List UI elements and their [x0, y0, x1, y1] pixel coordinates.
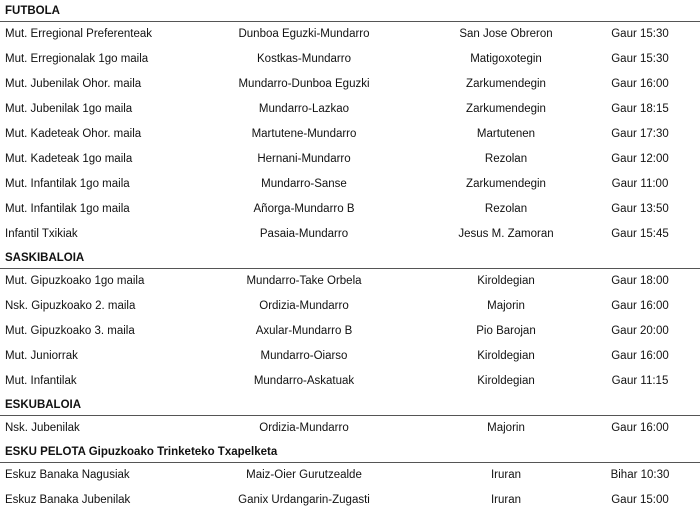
- match-cell: Kostkas-Mundarro: [257, 53, 351, 65]
- match-cell: Dunboa Eguzki-Mundarro: [238, 28, 370, 40]
- match-cell: Añorga-Mundarro B: [253, 203, 355, 215]
- time-cell: Gaur 18:00: [611, 275, 669, 287]
- schedule-row: [0, 222, 700, 247]
- venue-cell: Rezolan: [484, 153, 528, 165]
- venue-cell: Iruran: [490, 469, 522, 481]
- venue-cell: Iruran: [490, 494, 522, 506]
- venue-cell: Matigoxotegin: [470, 53, 542, 65]
- time-cell: Gaur 16:00: [611, 350, 669, 362]
- schedule-row: [0, 72, 700, 97]
- schedule-row: [0, 463, 700, 488]
- time-cell: Gaur 15:30: [611, 28, 669, 40]
- match-cell: Mundarro-Sanse: [261, 178, 347, 190]
- category-cell: Mut. Gipuzkoako 3. maila: [5, 325, 135, 337]
- match-cell: Pasaia-Mundarro: [259, 228, 349, 240]
- category-cell: Mut. Jubenilak Ohor. maila: [5, 78, 142, 90]
- venue-cell: Majorin: [487, 300, 525, 312]
- section-saskibaloia: [0, 247, 700, 394]
- schedule-row: [0, 488, 700, 513]
- time-cell: Gaur 18:15: [611, 103, 669, 115]
- category-cell: Nsk. Jubenilak: [5, 422, 80, 434]
- category-cell: Mut. Erregional Preferenteak: [5, 28, 153, 40]
- time-cell: Gaur 17:30: [611, 128, 669, 140]
- match-cell: Ordizia-Mundarro: [259, 300, 349, 312]
- category-cell: Mut. Kadeteak Ohor. maila: [5, 128, 142, 140]
- schedule-row: [0, 22, 700, 47]
- venue-cell: Zarkumendegin: [466, 78, 546, 90]
- category-cell: Mut. Infantilak: [5, 375, 77, 387]
- match-cell: Maiz-Oier Gurutzealde: [246, 469, 362, 481]
- category-cell: Eskuz Banaka Nagusiak: [5, 469, 130, 481]
- time-cell: Gaur 16:00: [611, 78, 669, 90]
- time-cell: Gaur 15:45: [611, 228, 669, 240]
- venue-cell: Martutenen: [476, 128, 536, 140]
- venue-cell: Jesus M. Zamoran: [458, 228, 554, 240]
- schedule-row: [0, 269, 700, 294]
- section-title: ESKU PELOTA Gipuzkoako Trinketeko Txapelketa: [0, 441, 700, 463]
- category-cell: Mut. Infantilak 1go maila: [5, 178, 130, 190]
- schedule-row: [0, 172, 700, 197]
- category-cell: Nsk. Gipuzkoako 2. maila: [5, 300, 136, 312]
- time-cell: Gaur 11:15: [611, 375, 669, 387]
- schedule-row: [0, 147, 700, 172]
- match-cell: Ordizia-Mundarro: [259, 422, 349, 434]
- match-cell: Hernani-Mundarro: [257, 153, 351, 165]
- category-cell: Mut. Gipuzkoako 1go maila: [5, 275, 145, 287]
- venue-cell: Majorin: [487, 422, 525, 434]
- schedule-row: [0, 47, 700, 72]
- section-title: FUTBOLA: [0, 0, 700, 22]
- category-cell: Eskuz Banaka Jubenilak: [5, 494, 131, 506]
- match-cell: Mundarro-Dunboa Eguzki: [238, 78, 370, 90]
- category-cell: Mut. Kadeteak 1go maila: [5, 153, 133, 165]
- schedule-row: [0, 197, 700, 222]
- time-cell: Gaur 13:50: [611, 203, 669, 215]
- schedule-row: [0, 122, 700, 147]
- time-cell: Gaur 11:00: [611, 178, 669, 190]
- match-cell: Mundarro-Take Orbela: [246, 275, 362, 287]
- category-cell: Mut. Jubenilak 1go maila: [5, 103, 133, 115]
- category-cell: Infantil Txikiak: [5, 228, 78, 240]
- section-title: ESKUBALOIA: [0, 394, 700, 416]
- match-cell: Ganix Urdangarin-Zugasti: [238, 494, 370, 506]
- time-cell: Gaur 20:00: [611, 325, 669, 337]
- category-cell: Mut. Infantilak 1go maila: [5, 203, 130, 215]
- category-cell: Mut. Erregionalak 1go maila: [5, 53, 149, 65]
- section-title: SASKIBALOIA: [0, 247, 700, 269]
- category-cell: Mut. Juniorrak: [5, 350, 78, 362]
- match-cell: Martutene-Mundarro: [251, 128, 357, 140]
- venue-cell: Kiroldegian: [477, 350, 535, 362]
- schedule-row: [0, 416, 700, 441]
- venue-cell: San Jose Obreron: [459, 28, 553, 40]
- schedule-row: [0, 369, 700, 394]
- schedule-row: [0, 294, 700, 319]
- time-cell: Bihar 10:30: [610, 469, 670, 481]
- venue-cell: Pio Barojan: [476, 325, 536, 337]
- section-eskubaloia: [0, 394, 700, 441]
- schedule-row: [0, 319, 700, 344]
- time-cell: Gaur 16:00: [611, 422, 669, 434]
- time-cell: Gaur 12:00: [611, 153, 669, 165]
- schedule-row: [0, 97, 700, 122]
- section-futbola: [0, 0, 700, 247]
- venue-cell: Rezolan: [484, 203, 528, 215]
- time-cell: Gaur 15:00: [611, 494, 669, 506]
- match-cell: Mundarro-Oiarso: [260, 350, 348, 362]
- time-cell: Gaur 16:00: [611, 300, 669, 312]
- match-cell: Axular-Mundarro B: [255, 325, 353, 337]
- schedule-row: [0, 344, 700, 369]
- match-cell: Mundarro-Lazkao: [258, 103, 350, 115]
- match-cell: Mundarro-Askatuak: [253, 375, 355, 387]
- time-cell: Gaur 15:30: [611, 53, 669, 65]
- venue-cell: Zarkumendegin: [466, 178, 546, 190]
- venue-cell: Zarkumendegin: [466, 103, 546, 115]
- venue-cell: Kiroldegian: [477, 275, 535, 287]
- section-esku-pelota: [0, 441, 700, 513]
- venue-cell: Kiroldegian: [477, 375, 535, 387]
